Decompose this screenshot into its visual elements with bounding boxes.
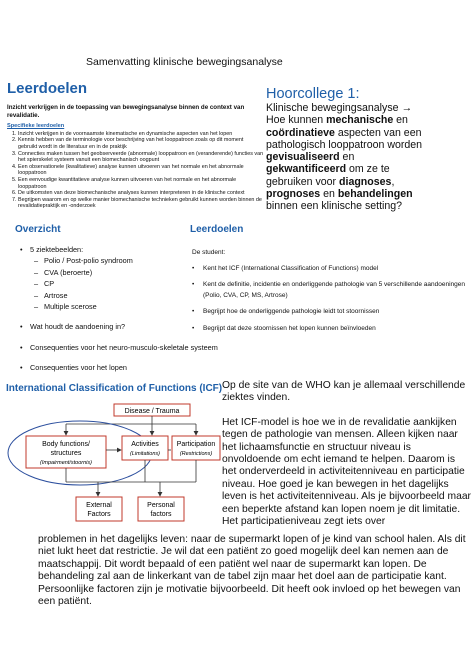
list-item: 4. Een observationele (kwalitatieve) analyse kunnen uitvoeren van het normale en het abnormale looppatroon <box>18 164 264 177</box>
list-item: • Kent het ICF (International Classification of Functions) model <box>192 264 472 275</box>
leerdoelen2-list <box>192 248 472 340</box>
body-label-2: structures <box>50 450 82 457</box>
overzicht-heading: Overzicht <box>15 224 61 235</box>
hc-line: pathologisch looppatroon worden <box>266 138 423 151</box>
external-label: External <box>86 502 112 509</box>
personal-label: Personal <box>147 502 175 509</box>
list-item: – Multiple scerose <box>20 301 200 312</box>
hc-bold: diagnoses <box>339 175 392 188</box>
list-item: 1. Inzicht verkrijgen in de voornaamste kinematische en dynamische aspecten van het lopen <box>18 131 264 138</box>
list-item: • Wat houdt de aandoening in? <box>20 321 200 332</box>
hc-bold: gevisualiseerd <box>266 151 340 164</box>
hc-bold: gekwantificeerd <box>266 163 347 176</box>
external-label-2: Factors <box>87 511 111 518</box>
specifieke-heading: Specifieke leerdoelen <box>7 123 65 130</box>
list-item: 6. De uitkomsten van deze biomechanische analyses kunnen interpreteren in de klinische context <box>18 190 264 197</box>
list-item: 3. Connecties maken tussen het geobserveerde (abnormale) looppatroon en (veranderende) functies van het spierskelet systeem vanuit een biomechanisch oogpunt <box>18 151 264 164</box>
student-label: De student: <box>192 249 226 256</box>
page-title: Samenvatting klinische bewegingsanalyse <box>86 56 283 68</box>
list-item: 2. Kennis hebben van de terminologie voor beschrijving van het looppatroon zoals op dit moment gebruikt wordt in de literatuur en in de praktijk <box>18 137 264 150</box>
hc-bold: behandelingen <box>337 188 413 201</box>
hc-line: en <box>339 151 355 164</box>
hc-line: en <box>320 188 338 201</box>
hc-bold: coördinatieve <box>266 126 335 139</box>
hc-line: Hoe kunnen <box>266 114 327 127</box>
hoorcollege-title: Hoorcollege 1: <box>266 86 360 102</box>
hc-bold: mechanische <box>326 114 394 127</box>
body-sub-label: (Impairment/stoornis) <box>40 460 92 466</box>
list-item: 5. Een eenvoudige kwantitatieve analyse kunnen uitvoeren van het normale en het abnormale looppatroon <box>18 177 264 190</box>
disease-label: Disease / Trauma <box>124 408 180 415</box>
hoorcollege-body <box>266 102 472 213</box>
list-item: 7. Begrijpen waarom en op welke manier biomechanische technieken gebruikt kunnen worden binnen de revalidatiepraktijk en -onderzoek <box>18 197 264 210</box>
leerdoelen-intro: Inzicht verkrijgen in de toepassing van bewegingsanalyse binnen de context van revalidatie. <box>7 104 245 119</box>
icf-explanation <box>222 380 472 528</box>
personal-label-2: factors <box>150 511 172 518</box>
leerdoelen2-heading: Leerdoelen <box>190 224 244 235</box>
leerdoelen-block <box>7 104 264 210</box>
hc-line: aspecten van een <box>334 126 422 139</box>
list-item: • 5 ziektebeelden: <box>20 244 200 255</box>
hc-line: om ze te <box>346 163 390 176</box>
hc-line: Klinische bewegingsanalyse → <box>266 102 413 114</box>
paragraph: Het ICF-model is hoe we in de revalidatie aankijken tegen de pathologie van mensen. Alleen kijken naar het lichaamsfunctie en structuur niveau is onvoldoende om echt iemand te helpen. Daarom is het onderverdeeld in activiteitenniveau en participatie niveau. Hoe goed je kan bewegen in het dagelijks leven is het activiteitenniveau. Als je bijvoorbeeld maar een beperkte afstand kan lopen noem je dit limitatie. Het participatieniveau zegt iets over <box>222 416 471 528</box>
hc-bold: prognoses <box>266 188 321 201</box>
list-item: – Polio / Post-polio syndroom <box>20 255 200 266</box>
activities-label: Activities <box>131 441 159 448</box>
list-item: • Begrijpt hoe de onderliggende pathologie leidt tot stoornissen <box>192 307 472 318</box>
body-label-1: Body functions/ <box>42 441 90 448</box>
specifieke-list <box>7 131 264 210</box>
hc-line: en <box>393 114 408 127</box>
bottom-paragraph: problemen in het dagelijks leven: naar de supermarkt lopen of je kind van school halen. Als dit niet lukt heet dat restrictie. Je wil dat een patiënt zo goed mogelijk deel kan nemen aan de maatschappij. Dit wordt bepaald of een patiënt wel naar de supermarkt kan lopen. De behandeling zal aan de linkerkant van de tabel zijn maar het doel aan de participatie kant. Persoonlijke factoren zijn je motivatie bijvoorbeeld. Dit heeft ook invloed op het bewegen van een patiënt. <box>38 534 466 608</box>
list-item: • Kent de definitie, incidentie en onderliggende pathologie van 5 verschillende aandoeningen (Polio, CVA, CP, MS, Artrose) <box>192 280 472 301</box>
list-item: – CP <box>20 278 200 289</box>
icf-diagram <box>6 398 224 528</box>
hc-line: binnen een klinische setting? <box>266 200 403 213</box>
list-item: • Consequenties voor het lopen <box>20 362 200 373</box>
participation-sub-label: (Restrictions) <box>179 451 213 457</box>
list-item: • Begrijpt dat deze stoornissen het lopen kunnen beïnvloeden <box>192 324 472 335</box>
paragraph: Op de site van de WHO kan je allemaal verschillende ziektes vinden. <box>222 380 466 404</box>
list-item: – CVA (beroerte) <box>20 267 200 278</box>
hc-line: gebruiken voor <box>266 175 340 188</box>
activities-sub-label: (Limitations) <box>130 451 160 457</box>
list-item: – Artrose <box>20 290 200 301</box>
hc-line: , <box>391 175 395 188</box>
leerdoelen-heading: Leerdoelen <box>7 80 88 97</box>
icf-heading: International Classification of Functions (ICF) <box>6 383 223 394</box>
participation-label: Participation <box>176 441 216 448</box>
list-item: • Consequenties voor het neuro-musculo-skeletale systeem <box>20 342 290 353</box>
